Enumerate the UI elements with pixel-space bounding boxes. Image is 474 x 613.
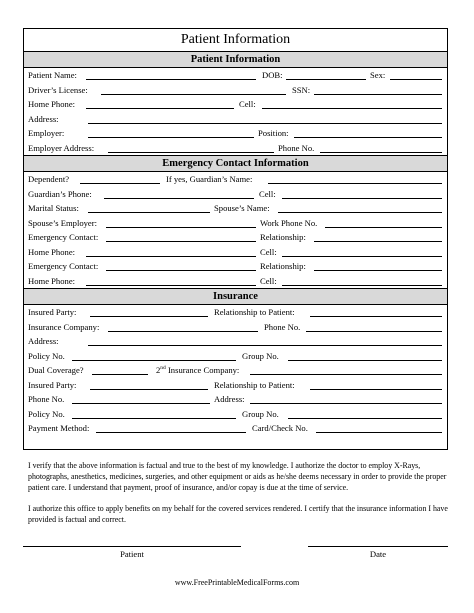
insured-party-2-field[interactable] bbox=[90, 389, 208, 390]
insurance-phone-2-field[interactable] bbox=[72, 403, 210, 404]
guardian-name-field[interactable] bbox=[268, 183, 442, 184]
guardian-cell-field[interactable] bbox=[282, 198, 442, 199]
insurance-address-1-field[interactable] bbox=[88, 345, 442, 346]
label-employer-phone: Phone No. bbox=[278, 142, 315, 153]
row-insurance-address bbox=[24, 334, 447, 349]
label-emergency-home-phone-1: Home Phone: bbox=[28, 246, 76, 257]
row-patient-name bbox=[24, 68, 447, 83]
row-spouse-employer bbox=[24, 216, 447, 231]
form-title: Patient Information bbox=[24, 29, 447, 52]
label-guardian-name: If yes, Guardian’s Name: bbox=[166, 174, 253, 184]
label-work-phone: Work Phone No. bbox=[260, 217, 318, 228]
row-marital-status bbox=[24, 201, 447, 216]
insured-party-1-field[interactable] bbox=[90, 316, 208, 317]
label-relationship-to-patient-1: Relationship to Patient: bbox=[214, 307, 295, 317]
emergency-home-phone-2-field[interactable] bbox=[86, 285, 256, 286]
section-heading-patient: Patient Information bbox=[24, 52, 447, 68]
label-emergency-contact-2: Emergency Contact: bbox=[28, 261, 99, 271]
card-check-no-field[interactable] bbox=[316, 432, 442, 433]
row-phone-address-2 bbox=[24, 392, 447, 407]
label-emergency-cell-2: Cell: bbox=[260, 275, 277, 286]
row-guardian-phone bbox=[24, 187, 447, 202]
label-position: Position: bbox=[258, 128, 289, 138]
label-emergency-contact-1: Emergency Contact: bbox=[28, 232, 99, 242]
label-dual-coverage: Dual Coverage? bbox=[28, 365, 84, 375]
group-no-1-field[interactable] bbox=[288, 360, 442, 361]
date-signature-line[interactable] bbox=[308, 546, 448, 547]
payment-method-field[interactable] bbox=[96, 432, 246, 433]
date-signature-label: Date bbox=[369, 549, 387, 559]
row-dual-coverage bbox=[24, 363, 447, 378]
label-emergency-cell-1: Cell: bbox=[260, 246, 277, 257]
label-insured-party-2: Insured Party: bbox=[28, 379, 77, 390]
label-policy-no-1: Policy No. bbox=[28, 350, 65, 361]
patient-name-field[interactable] bbox=[86, 79, 256, 80]
label-policy-no-2: Policy No. bbox=[28, 408, 65, 419]
row-address bbox=[24, 112, 447, 127]
label-dob: DOB: bbox=[262, 70, 283, 80]
second-number: 2 bbox=[156, 365, 161, 375]
label-relationship-2: Relationship: bbox=[260, 261, 306, 271]
row-policy-no-1 bbox=[24, 349, 447, 364]
label-relationship-1: Relationship: bbox=[260, 232, 306, 242]
insurance-company-field[interactable] bbox=[108, 331, 258, 332]
label-insurance-company: Insurance Company: bbox=[28, 321, 100, 332]
label-drivers-license: Driver’s License: bbox=[28, 84, 88, 95]
label-dependent: Dependent? bbox=[28, 174, 70, 184]
relationship-to-patient-1-field[interactable] bbox=[310, 316, 442, 317]
row-policy-no-2 bbox=[24, 407, 447, 422]
label-insurance-address-2: Address: bbox=[214, 394, 245, 404]
label-employer-address: Employer Address: bbox=[28, 142, 95, 153]
label-insurance-phone-1: Phone No. bbox=[264, 321, 301, 332]
label-home-phone: Home Phone: bbox=[28, 99, 76, 109]
insurance-address-2-field[interactable] bbox=[250, 403, 442, 404]
row-employer-address bbox=[24, 141, 447, 156]
label-payment-method: Payment Method: bbox=[28, 423, 90, 433]
employer-field[interactable] bbox=[88, 137, 254, 138]
emergency-cell-2-field[interactable] bbox=[282, 285, 442, 286]
second-insurance-company-field[interactable] bbox=[250, 374, 442, 375]
label-patient-name: Patient Name: bbox=[28, 70, 77, 80]
label-group-no-1: Group No. bbox=[242, 350, 279, 361]
emergency-contact-1-field[interactable] bbox=[106, 241, 256, 242]
relationship-2-field[interactable] bbox=[314, 270, 442, 271]
policy-no-1-field[interactable] bbox=[72, 360, 236, 361]
policy-no-2-field[interactable] bbox=[72, 418, 236, 419]
guardian-phone-field[interactable] bbox=[104, 198, 254, 199]
cell-field[interactable] bbox=[262, 108, 442, 109]
label-guardian-phone: Guardian’s Phone: bbox=[28, 188, 92, 199]
label-insurance-address-1: Address: bbox=[28, 336, 59, 346]
address-field[interactable] bbox=[88, 123, 442, 124]
marital-status-field[interactable] bbox=[88, 212, 210, 213]
benefits-paragraph: I authorize this office to apply benefits on my behalf for the covered services rendered. I certify that the insurance information I have provided is factual and correct. bbox=[28, 504, 448, 524]
emergency-cell-1-field[interactable] bbox=[282, 256, 442, 257]
patient-information-form bbox=[23, 28, 448, 450]
emergency-contact-2-field[interactable] bbox=[106, 270, 256, 271]
sex-field[interactable] bbox=[390, 79, 442, 80]
row-drivers-license bbox=[24, 83, 447, 98]
row-insured-party-1 bbox=[24, 305, 447, 320]
spouse-employer-field[interactable] bbox=[106, 227, 256, 228]
row-payment-method bbox=[24, 421, 447, 436]
label-card-check-no: Card/Check No. bbox=[252, 423, 308, 433]
dependent-field[interactable] bbox=[80, 183, 160, 184]
row-emergency-contact-1 bbox=[24, 230, 447, 245]
label-address: Address: bbox=[28, 113, 59, 124]
label-insured-party-1: Insured Party: bbox=[28, 307, 77, 317]
patient-signature-line[interactable] bbox=[23, 546, 241, 547]
label-group-no-2: Group No. bbox=[242, 408, 279, 419]
label-guardian-cell: Cell: bbox=[259, 188, 276, 199]
row-employer bbox=[24, 126, 447, 141]
label-insurance-phone-2: Phone No. bbox=[28, 394, 65, 404]
work-phone-field[interactable] bbox=[325, 227, 442, 228]
label-spouse-employer: Spouse’s Employer: bbox=[28, 217, 97, 228]
label-spouse-name: Spouse’s Name: bbox=[214, 203, 270, 213]
patient-signature-label: Patient bbox=[120, 549, 144, 559]
employer-phone-field[interactable] bbox=[320, 152, 442, 153]
emergency-home-phone-1-field[interactable] bbox=[86, 256, 256, 257]
label-marital-status: Marital Status: bbox=[28, 203, 79, 213]
label-emergency-home-phone-2: Home Phone: bbox=[28, 275, 76, 286]
row-insurance-company bbox=[24, 320, 447, 335]
position-field[interactable] bbox=[294, 137, 442, 138]
row-dependent bbox=[24, 172, 447, 187]
relationship-1-field[interactable] bbox=[314, 241, 442, 242]
spouse-name-field[interactable] bbox=[278, 212, 442, 213]
row-emergency-home-phone-1 bbox=[24, 245, 447, 260]
dual-coverage-field[interactable] bbox=[92, 374, 148, 375]
dob-field[interactable] bbox=[286, 79, 366, 80]
label-employer: Employer: bbox=[28, 128, 65, 138]
section-heading-emergency: Emergency Contact Information bbox=[24, 155, 447, 172]
section-heading-insurance: Insurance bbox=[24, 288, 447, 305]
label-sex: Sex: bbox=[370, 70, 386, 80]
footer-website: www.FreePrintableMedicalForms.com bbox=[174, 578, 300, 587]
home-phone-field[interactable] bbox=[86, 108, 234, 109]
row-emergency-home-phone-2 bbox=[24, 274, 447, 289]
employer-address-field[interactable] bbox=[108, 152, 274, 153]
label-relationship-to-patient-2: Relationship to Patient: bbox=[214, 379, 295, 390]
second-suffix: nd bbox=[160, 365, 166, 372]
ssn-field[interactable] bbox=[314, 94, 442, 95]
relationship-to-patient-2-field[interactable] bbox=[310, 389, 442, 390]
insurance-phone-1-field[interactable] bbox=[306, 331, 442, 332]
row-emergency-contact-2 bbox=[24, 259, 447, 274]
authorization-paragraph: I verify that the above information is factual and true to the best of my knowledge. I authorize the doctor to employ X-Rays, photographs, anesthetics, medicines, surgeries, and other equipment or aids as he/she deems necessary in order to provide the proper patient care. I understand that payment, proof of insurance, and/or copay is due at the time of service. bbox=[28, 461, 447, 492]
group-no-2-field[interactable] bbox=[288, 418, 442, 419]
row-insured-party-2 bbox=[24, 378, 447, 393]
label-cell: Cell: bbox=[239, 99, 256, 109]
row-home-phone bbox=[24, 97, 447, 112]
second-insurance-company-text: Insurance Company: bbox=[165, 365, 240, 375]
label-second-insurance-company bbox=[156, 363, 239, 378]
label-ssn: SSN: bbox=[292, 84, 311, 95]
drivers-license-field[interactable] bbox=[101, 94, 286, 95]
